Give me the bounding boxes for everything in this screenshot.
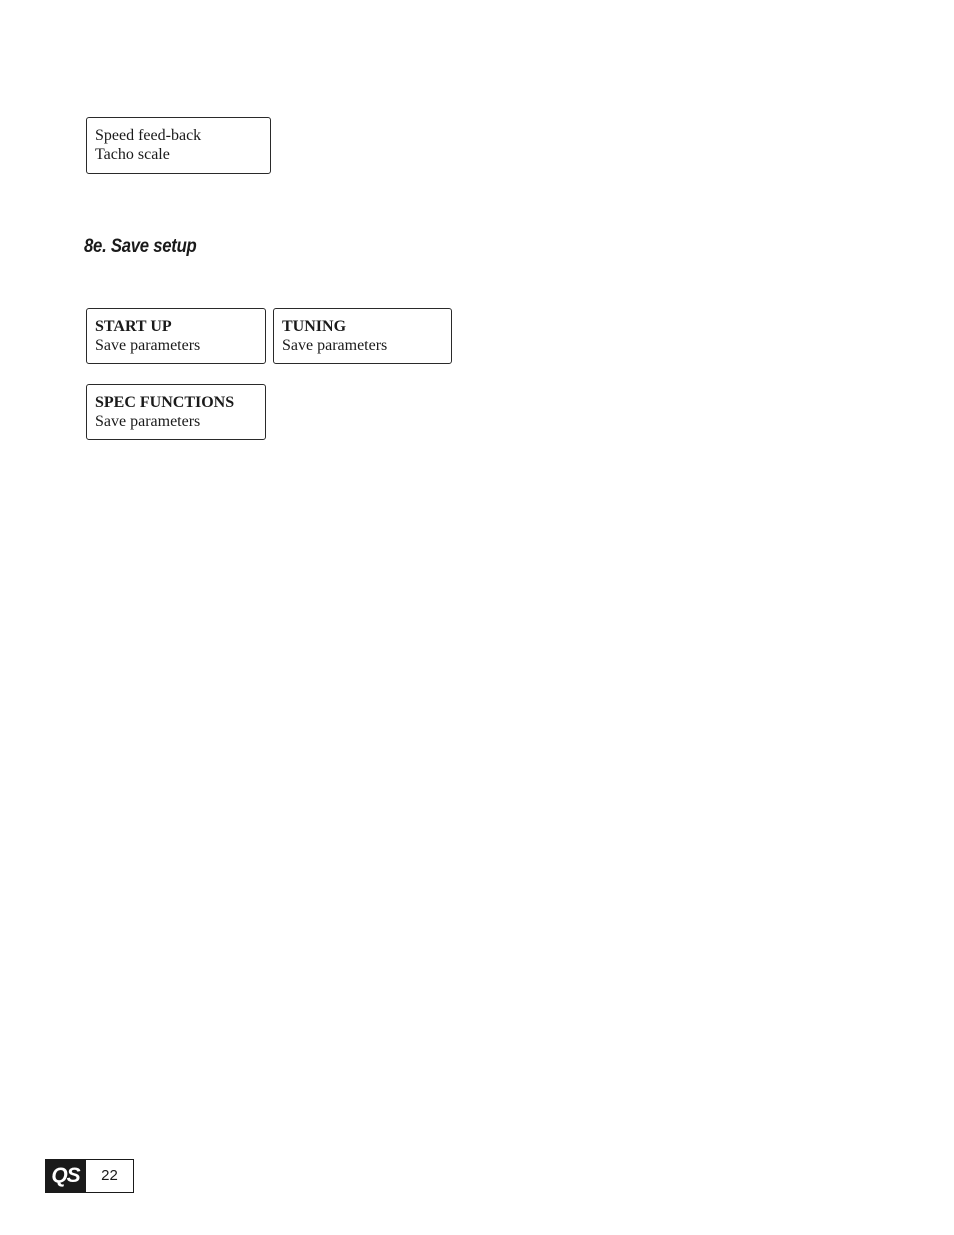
display-title: START UP <box>95 318 172 335</box>
page-footer <box>45 1159 134 1193</box>
display-start-up <box>86 308 266 364</box>
display-title: TUNING <box>282 318 347 335</box>
display-subtitle: Save parameters <box>95 337 201 354</box>
display-subtitle: Save parameters <box>95 413 201 430</box>
display-line-2: Tacho scale <box>95 146 170 163</box>
qs-logo: QS <box>45 1159 86 1193</box>
display-title: SPEC FUNCTIONS <box>95 394 235 411</box>
display-speed-feedback <box>86 117 271 174</box>
display-subtitle: Save parameters <box>282 337 388 354</box>
display-line-1: Speed feed-back <box>95 127 202 144</box>
section-heading: 8e. Save setup <box>84 236 197 257</box>
page-number: 22 <box>86 1159 134 1193</box>
display-tuning <box>273 308 452 364</box>
display-spec-functions <box>86 384 266 440</box>
